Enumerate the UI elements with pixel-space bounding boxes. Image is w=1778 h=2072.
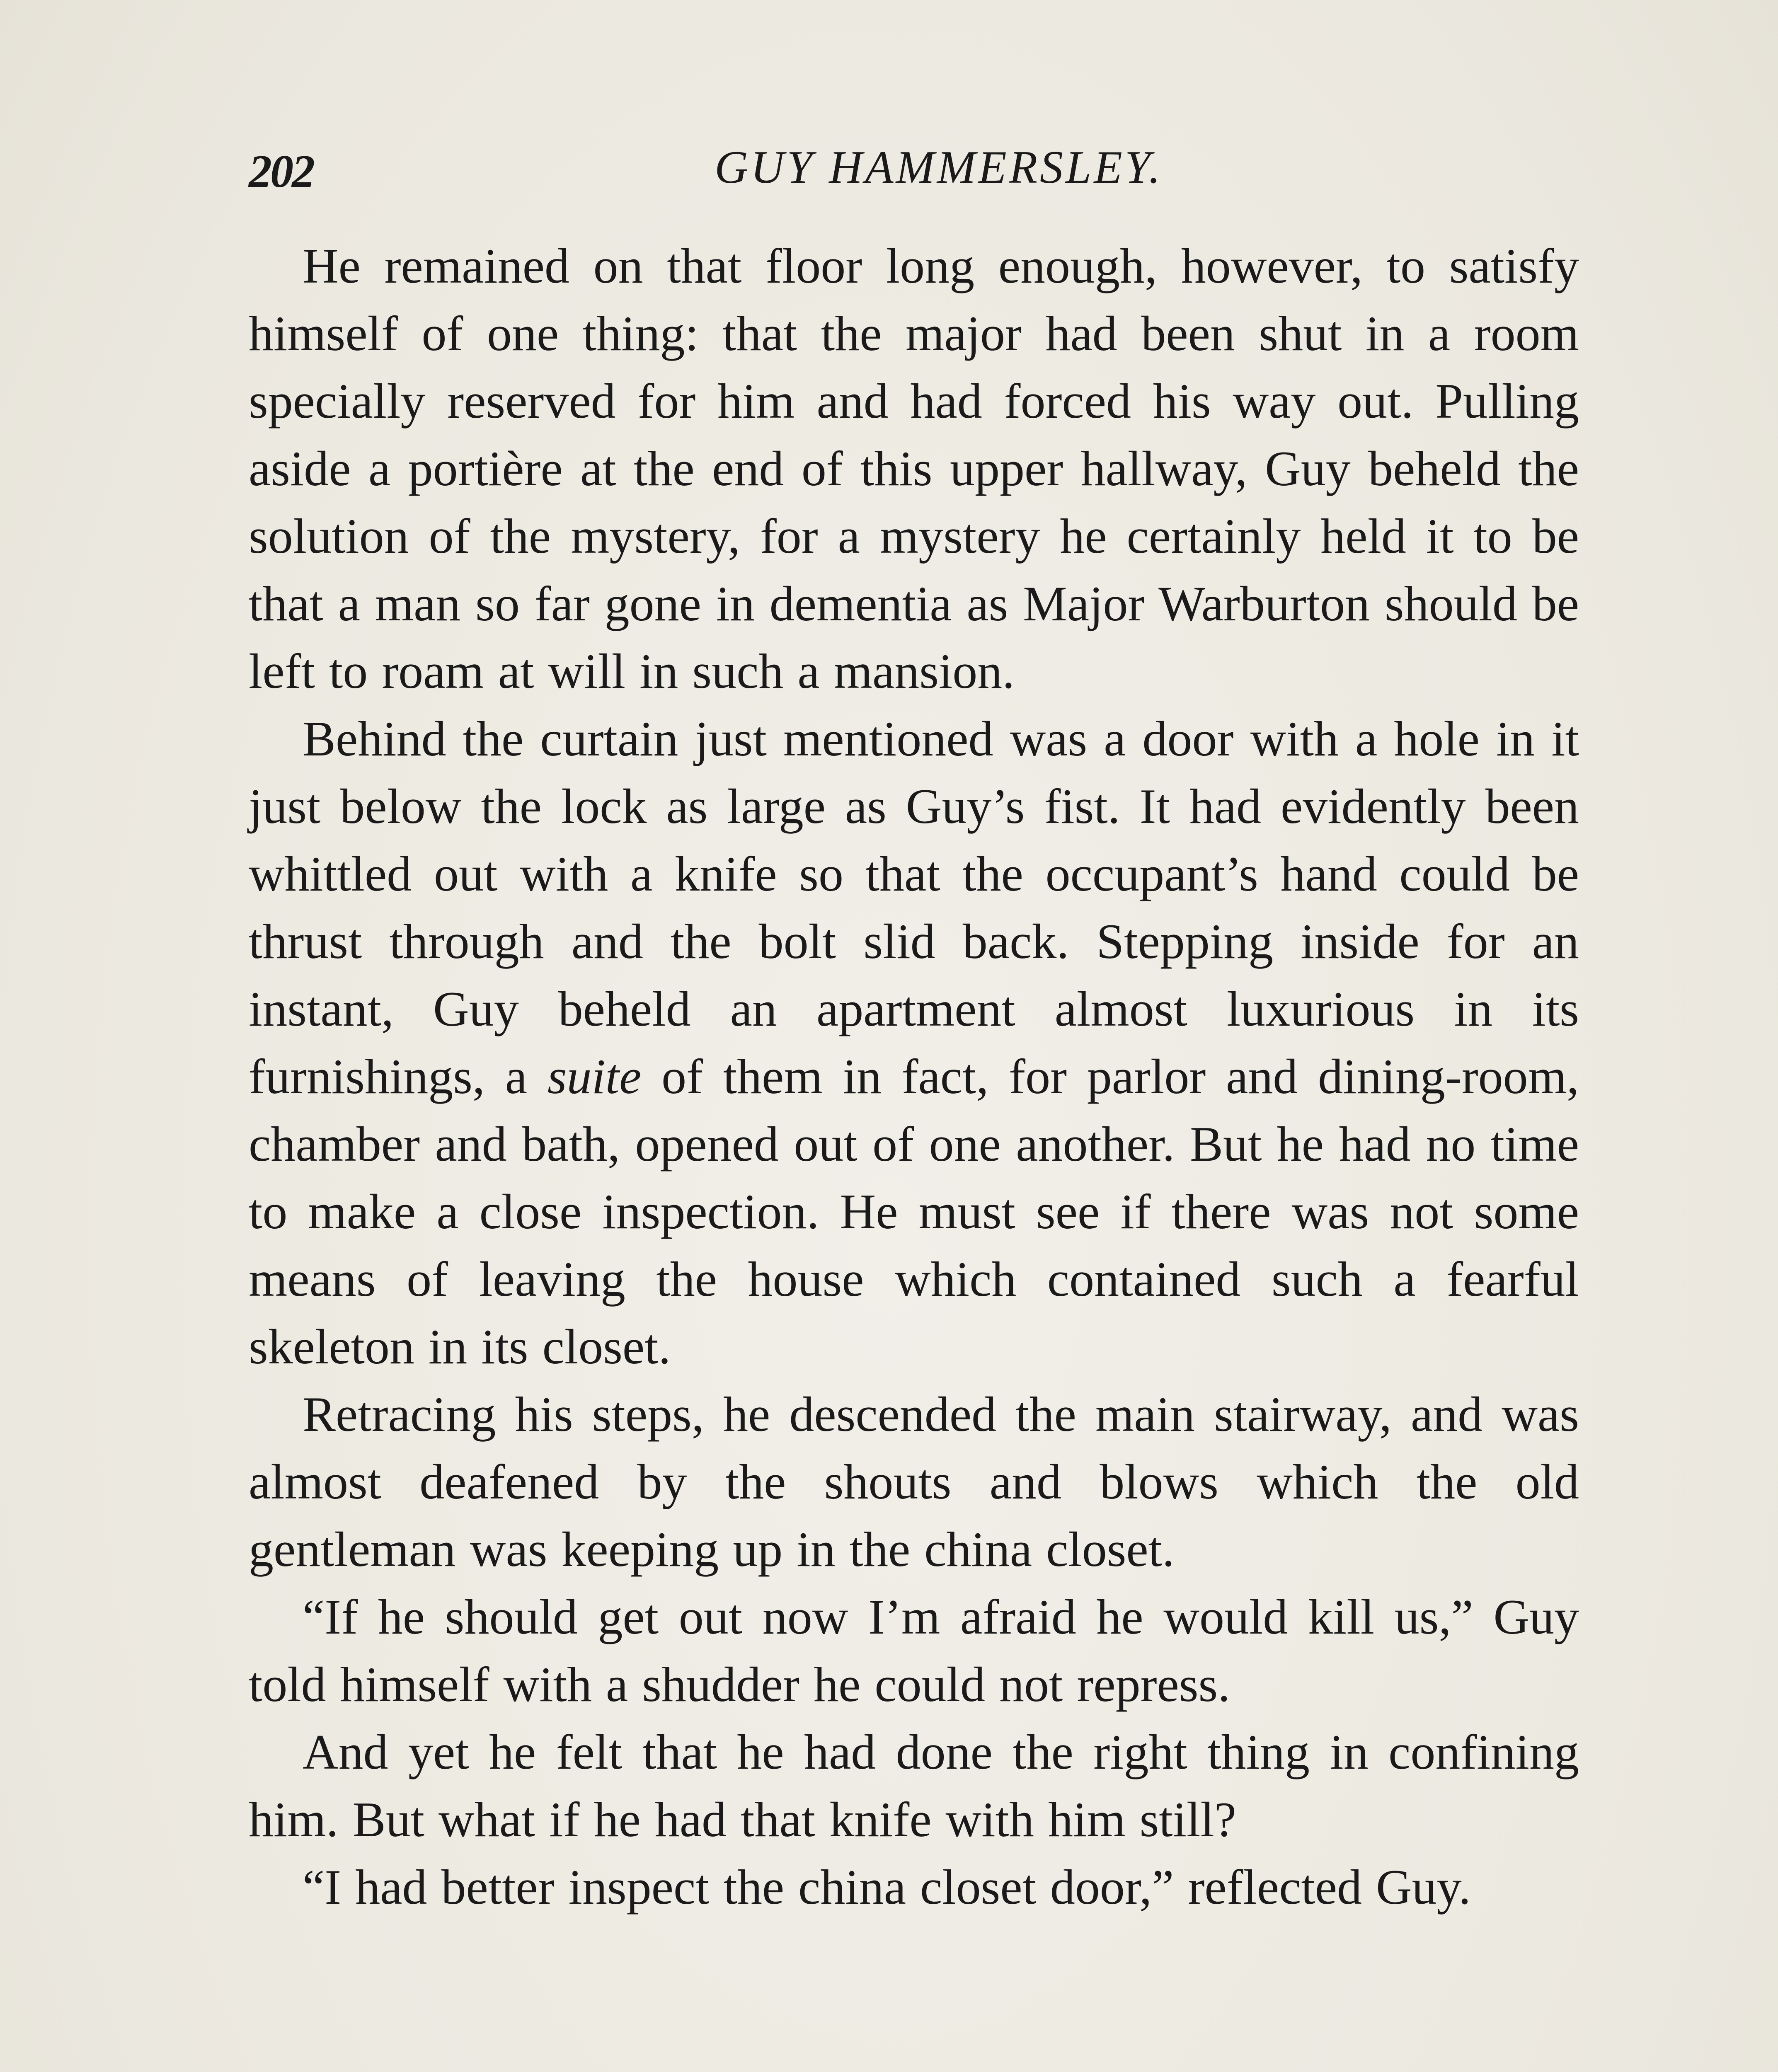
- paragraph-1: He remained on that floor long enough, however, to satisfy himself of one thing: that the major had been shut in a room specially reserved for him and had forced his way out. Pulling aside a portière at the end of this upper hallway, Guy beheld the solution of the mystery, for a mystery he certainly held it to be that a man so far gone in dementia as Major Warburton should be left to roam at will in such a mansion.: [249, 238, 1579, 699]
- body-text: [249, 232, 1579, 1921]
- paragraph-5: And yet he felt that he had done the right thing in confining him. But what if he had that knife with him still?: [249, 1724, 1579, 1847]
- paragraph-4: “If he should get out now I’m afraid he would kill us,” Guy told himself with a shudder he could not repress.: [249, 1589, 1579, 1712]
- paragraph-6: “I had better inspect the china closet door,” reflected Guy.: [303, 1859, 1471, 1915]
- paragraph-2: [249, 705, 1579, 1380]
- paragraph-3: Retracing his steps, he descended the main stairway, and was almost deafened by the shouts and blows which the old gentleman was keeping up in the china closet.: [249, 1387, 1579, 1577]
- paragraph-2-text-after: of them in fact, for parlor and dining-room, chamber and bath, opened out of one another. But he had no time to make a close inspection. He must see if there was not some means of leaving the house which contained such a fearful skeleton in its closet.: [249, 1049, 1579, 1374]
- page-number: 202: [249, 146, 313, 197]
- page-header: [249, 137, 1579, 203]
- running-head: GUY HAMMERSLEY.: [715, 142, 1163, 193]
- paragraph-2-text-before: Behind the curtain just mentioned was a door with a hole in it just below the lock as large as Guy’s fist. It had evidently been whittled out with a knife so that the occupant’s hand could be thrust through and the bolt slid back. Stepping inside for an instant, Guy beheld an apartment almost luxurious in its furnishings, a: [249, 711, 1579, 1104]
- paragraph-2-italic-word: suite: [547, 1049, 642, 1104]
